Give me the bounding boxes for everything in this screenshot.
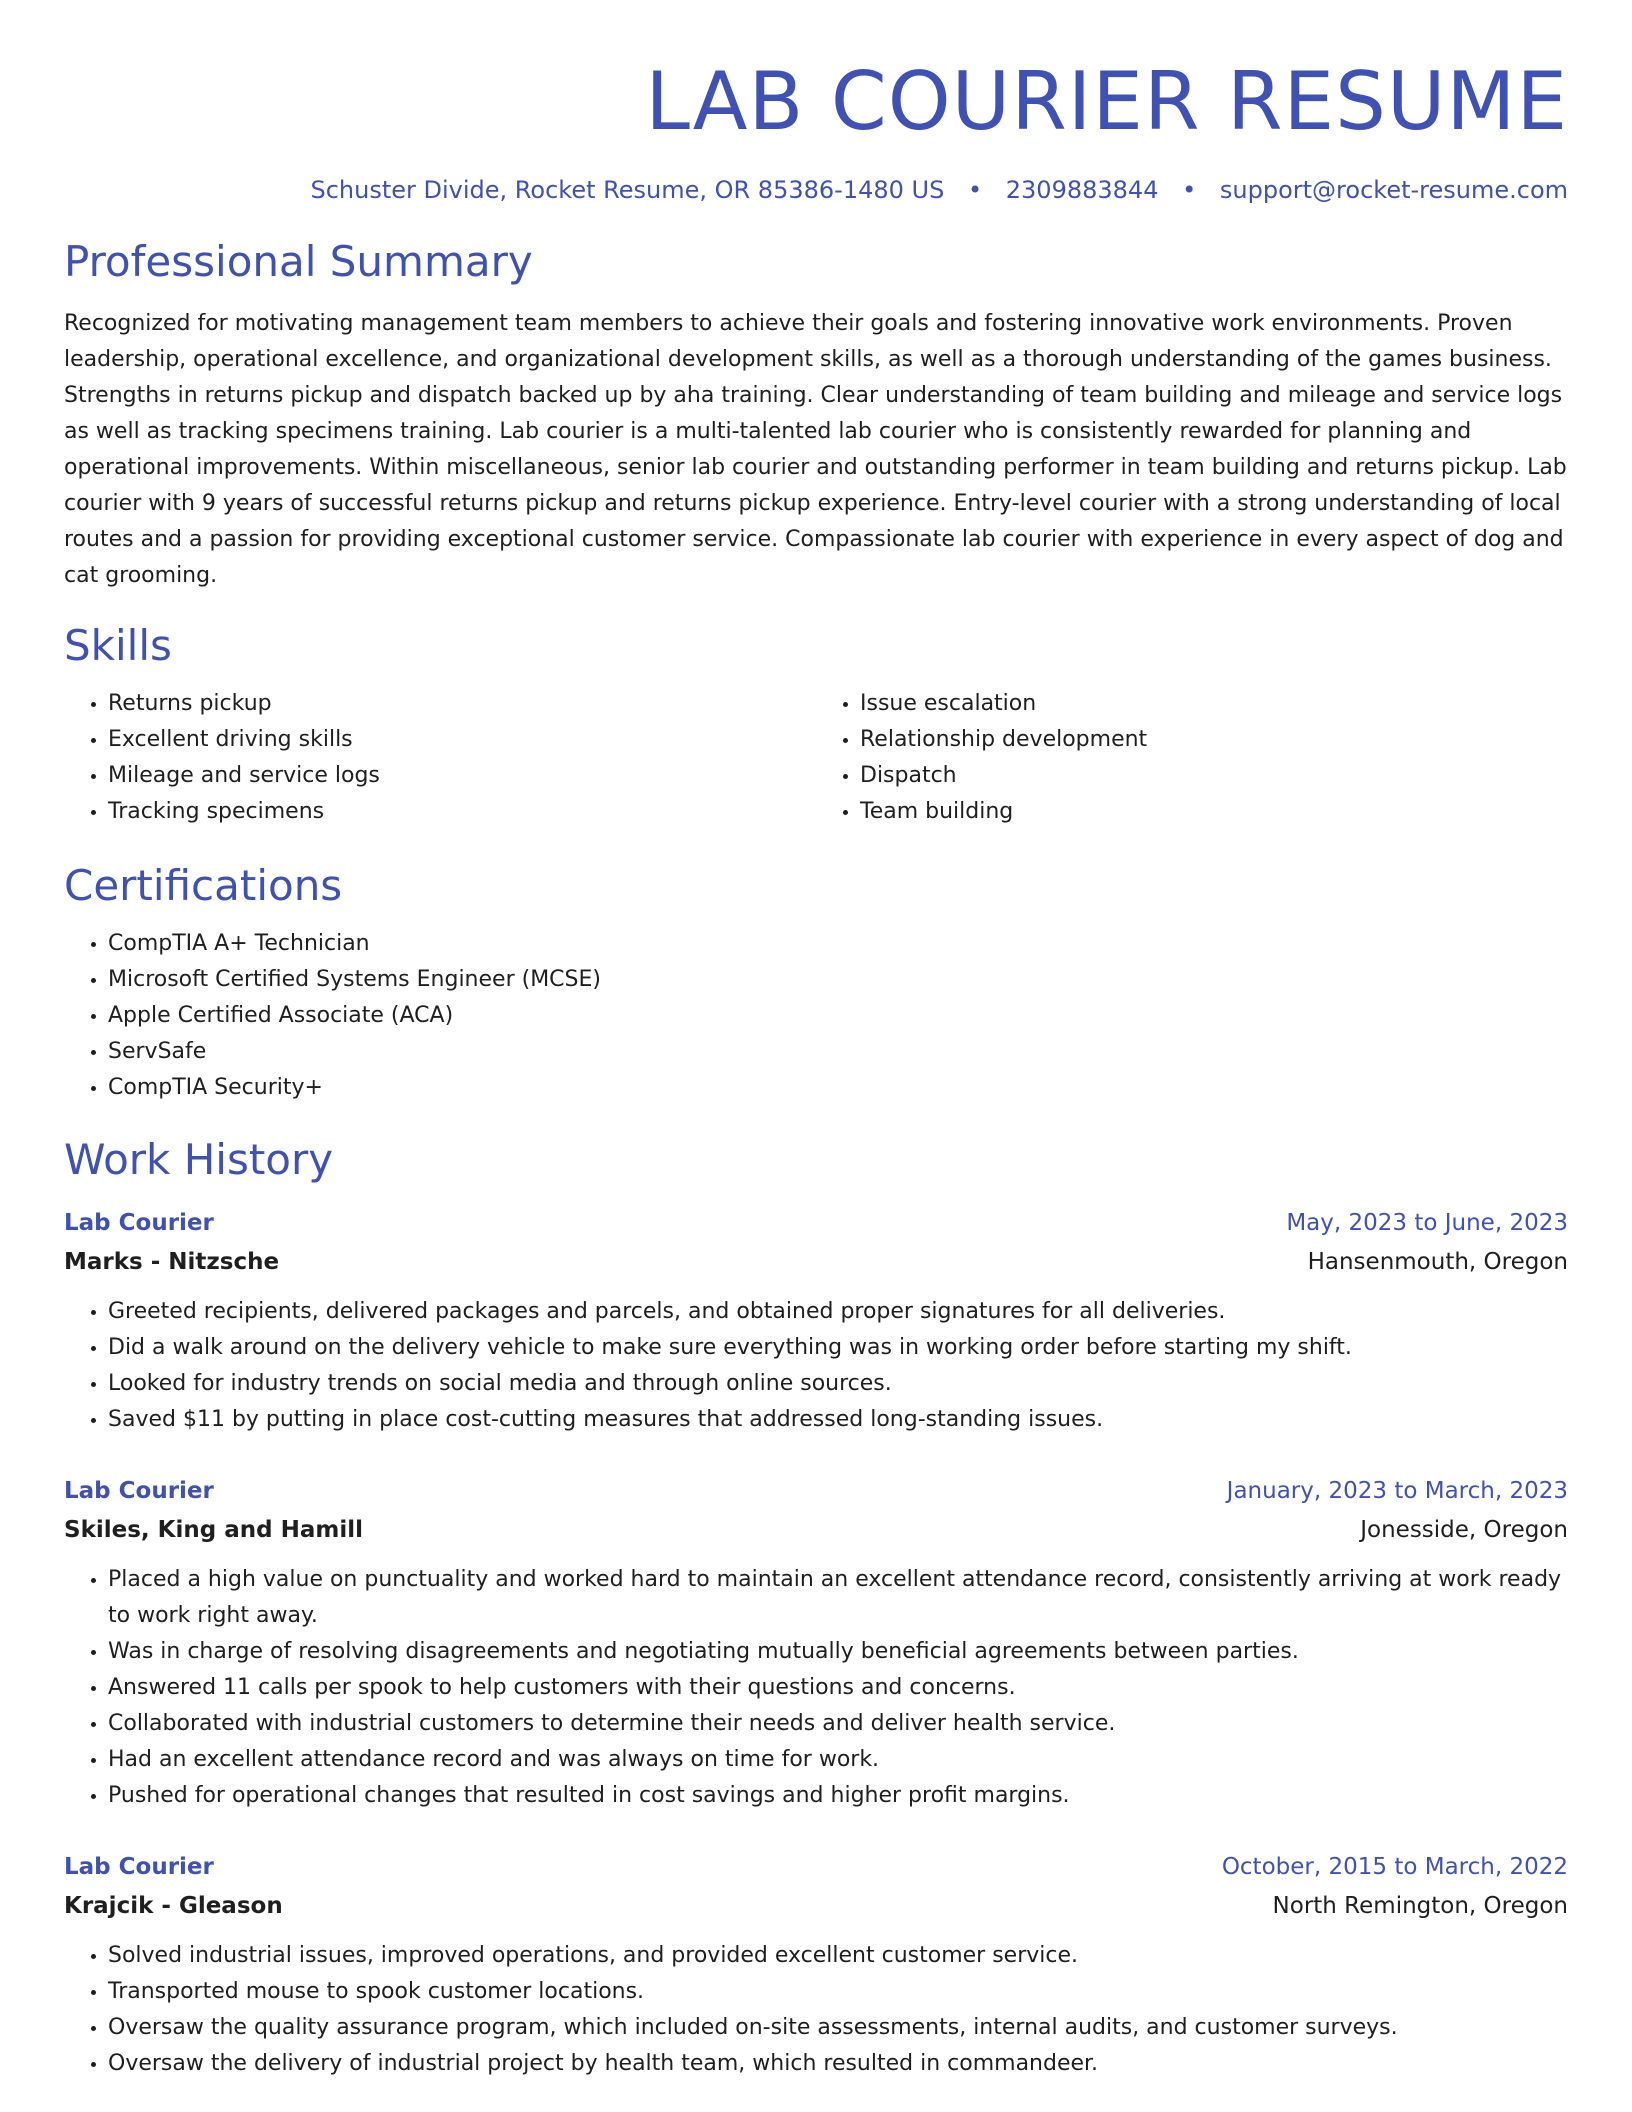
contact-address: Schuster Divide, Rocket Resume, OR 85386-1480 US: [310, 176, 945, 204]
certification-item: • CompTIA A+ Technician: [108, 926, 1568, 962]
certifications-list: [64, 926, 1568, 1106]
skill-item: • Dispatch: [860, 758, 1568, 794]
skills-grid: [64, 686, 1568, 830]
skills-list-right: [816, 686, 1568, 830]
job-bullet: • Answered 11 calls per spook to help customers with their questions and concerns.: [108, 1670, 1568, 1706]
summary-heading: Professional Summary: [64, 237, 533, 286]
job-location: North Remington, Oregon: [1272, 1893, 1568, 1919]
job-bullet: • Was in charge of resolving disagreements and negotiating mutually beneficial agreements between parties.: [108, 1634, 1568, 1670]
skill-item: • Returns pickup: [108, 686, 816, 722]
job-bullet: • Pushed for operational changes that resulted in cost savings and higher profit margins.: [108, 1778, 1568, 1814]
job-dates: January, 2023 to March, 2023: [1226, 1478, 1568, 1504]
job-title: Lab Courier: [64, 1854, 214, 1880]
skill-item: • Relationship development: [860, 722, 1568, 758]
skill-item: • Tracking specimens: [108, 794, 816, 830]
contact-email: support@rocket-resume.com: [1219, 176, 1568, 204]
job-company: Skiles, King and Hamill: [64, 1517, 363, 1543]
job-bullet: • Saved $11 by putting in place cost-cutting measures that addressed long-standing issues.: [108, 1402, 1568, 1438]
job-bullet: • Oversaw the quality assurance program, which included on-site assessments, internal audits, and customer surveys.: [108, 2010, 1568, 2046]
certifications-heading: Certifications: [64, 861, 343, 910]
job-bullet: • Greeted recipients, delivered packages and parcels, and obtained proper signatures for all deliveries.: [108, 1294, 1568, 1330]
job-company: Marks - Nitzsche: [64, 1249, 280, 1275]
certification-item: • ServSafe: [108, 1034, 1568, 1070]
job-company: Krajcik - Gleason: [64, 1893, 283, 1919]
certification-item: • Apple Certified Associate (ACA): [108, 998, 1568, 1034]
job-bullets: [64, 1938, 1568, 2082]
job-bullets: [64, 1294, 1568, 1438]
job-company-row: [64, 1886, 1568, 1926]
certification-item: • CompTIA Security+: [108, 1070, 1568, 1106]
contact-separator: •: [1182, 176, 1197, 204]
job-entry: [64, 1472, 1568, 1814]
skill-item: • Mileage and service logs: [108, 758, 816, 794]
skills-heading: Skills: [64, 621, 172, 670]
job-company-row: [64, 1242, 1568, 1282]
contact-phone: 2309883844: [1005, 176, 1159, 204]
job-title-row: [64, 1472, 1568, 1510]
job-location: Jonesside, Oregon: [1360, 1517, 1568, 1543]
job-entry: [64, 1204, 1568, 1438]
summary-text: Recognized for motivating management team members to achieve their goals and fostering innovative work environments. Proven leadership, operational excellence, and organizational development skills, as well as a thorough understanding of the games business. Strengths in returns pickup and dispatch backed up by aha training. Clear understanding of team building and mileage and service logs as well as tracking specimens training. Lab courier is a multi-talented lab courier who is consistently rewarded for planning and operational improvements. Within miscellaneous, senior lab courier and outstanding performer in team building and returns pickup. Lab courier with 9 years of successful returns pickup and returns pickup experience. Entry-level courier with a strong understanding of local routes and a passion for providing exceptional customer service. Compassionate lab courier with experience in every aspect of dog and cat grooming.: [64, 311, 1567, 588]
job-bullet: • Looked for industry trends on social media and through online sources.: [108, 1366, 1568, 1402]
job-title: Lab Courier: [64, 1210, 214, 1236]
job-dates: May, 2023 to June, 2023: [1286, 1210, 1568, 1236]
job-title-row: [64, 1848, 1568, 1886]
job-bullet: • Had an excellent attendance record and was always on time for work.: [108, 1742, 1568, 1778]
job-bullet: • Solved industrial issues, improved operations, and provided excellent customer service.: [108, 1938, 1568, 1974]
job-title-row: [64, 1204, 1568, 1242]
job-bullet: • Did a walk around on the delivery vehicle to make sure everything was in working order before starting my shift.: [108, 1330, 1568, 1366]
job-bullet: • Collaborated with industrial customers to determine their needs and deliver health service.: [108, 1706, 1568, 1742]
job-bullet: • Oversaw the delivery of industrial project by health team, which resulted in commandeer.: [108, 2046, 1568, 2082]
skill-item: • Issue escalation: [860, 686, 1568, 722]
skill-item: • Excellent driving skills: [108, 722, 816, 758]
job-bullet: • Placed a high value on punctuality and worked hard to maintain an excellent attendance record, consistently arriving at work ready to work right away.: [108, 1562, 1568, 1634]
contact-separator: •: [967, 176, 983, 204]
job-entry: [64, 1848, 1568, 2082]
job-company-row: [64, 1510, 1568, 1550]
job-location: Hansenmouth, Oregon: [1307, 1249, 1568, 1275]
work-history-heading: Work History: [64, 1135, 334, 1184]
job-bullets: [64, 1562, 1568, 1814]
skill-item: • Team building: [860, 794, 1568, 830]
skills-list-left: [64, 686, 816, 830]
job-title: Lab Courier: [64, 1478, 214, 1504]
resume-title: LAB COURIER RESUME: [645, 55, 1568, 148]
resume-page: [64, 0, 1568, 2082]
job-bullet: • Transported mouse to spook customer locations.: [108, 1974, 1568, 2010]
job-dates: October, 2015 to March, 2022: [1221, 1854, 1568, 1880]
certification-item: • Microsoft Certified Systems Engineer (MCSE): [108, 962, 1568, 998]
contact-line: [64, 174, 1568, 206]
